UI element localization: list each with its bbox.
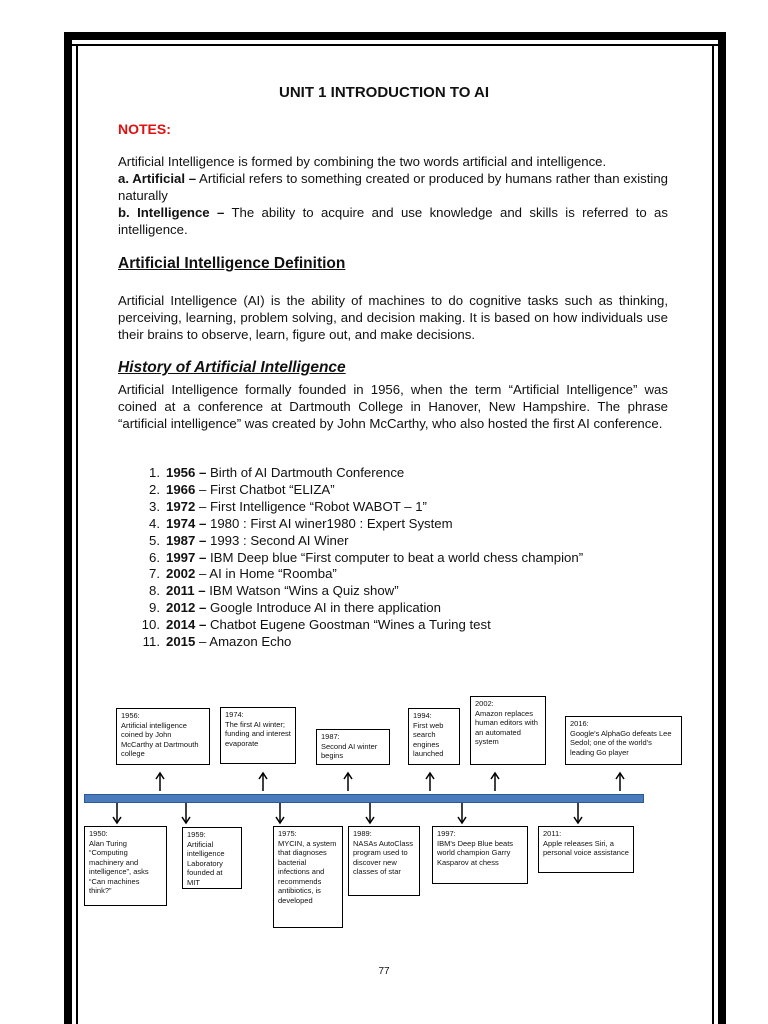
- history-item-year: 2012 –: [166, 600, 207, 616]
- timeline-event-year: 1989:: [353, 829, 372, 838]
- timeline-event-year: 2011:: [543, 829, 562, 838]
- definition-text: Artificial Intelligence (AI) is the ability of machines to do cognitive tasks such as thinking, perceiving, learning, problem solving, and decision making. It is based on how individuals use their brains to observe, learn, figure out, and make decisions.: [118, 293, 668, 342]
- timeline-event-bottom: [84, 826, 167, 906]
- timeline-arrow-head: [113, 817, 121, 823]
- timeline-event-text: Artificial intelligence Laboratory founded at MIT: [187, 839, 225, 887]
- history-item-number: 5.: [149, 532, 160, 548]
- history-item-number: 3.: [149, 498, 160, 514]
- history-item-text: – Amazon Echo: [195, 634, 292, 650]
- history-item: [118, 566, 583, 583]
- history-item-text: – First Chatbot “ELIZA”: [195, 481, 335, 497]
- intelligence-text: The ability to acquire and use knowledge and skills is referred to as intelligence.: [118, 205, 668, 237]
- timeline-event-year: 1994:: [413, 711, 432, 720]
- timeline-event-year: 1974:: [225, 710, 244, 719]
- timeline-event-text: First web search engines launched: [413, 720, 444, 758]
- timeline-event-year: 1950:: [89, 829, 108, 838]
- timeline-event-text: MYCIN, a system that diagnoses bacterial infections and recommends antibiotics, is developed: [278, 838, 337, 905]
- intelligence-term: b. Intelligence –: [118, 205, 225, 220]
- timeline-event-bottom: [348, 826, 420, 896]
- history-item-year: 1987 –: [166, 532, 207, 548]
- history-item: [118, 634, 583, 651]
- timeline-event-text: IBM's Deep Blue beats world champion Garry Kasparov at chess: [437, 838, 514, 867]
- timeline-event-top: [116, 708, 210, 765]
- timeline-event-bottom: [432, 826, 528, 884]
- history-item-text: – First Intelligence “Robot WABOT – 1”: [195, 498, 427, 514]
- timeline-event-text: Alan Turing “Computing machinery and intelligence”, asks “Can machines think?”: [89, 838, 149, 895]
- timeline-axis: [84, 794, 644, 803]
- timeline-event-top: [408, 708, 460, 765]
- timeline-arrow-head: [574, 817, 582, 823]
- timeline-event-text: Second AI winter begins: [321, 741, 378, 760]
- history-item: [118, 465, 583, 482]
- timeline-event-text: Artificial intelligence coined by John McCarthy at Dartmouth college: [121, 720, 199, 758]
- history-item-number: 10.: [141, 617, 160, 633]
- timeline-event-text: The first AI winter; funding and interest evaporate: [225, 719, 291, 748]
- timeline-event-year: 1959:: [187, 830, 206, 839]
- history-item-text: 1980 : First AI winer1980 : Expert System: [206, 515, 453, 531]
- timeline-arrow-head: [366, 817, 374, 823]
- history-item-number: 6.: [149, 549, 160, 565]
- intro-line: Artificial Intelligence is formed by combining the two words artificial and intelligence.: [118, 154, 607, 169]
- timeline-event-top: [565, 716, 682, 765]
- timeline-event-bottom: [182, 827, 242, 889]
- history-item-text: Birth of AI Dartmouth Conference: [206, 465, 405, 480]
- timeline-arrow-head: [491, 773, 499, 779]
- timeline-arrow-head: [344, 773, 352, 779]
- history-heading: History of Artificial Intelligence: [118, 359, 346, 376]
- timeline-event-top: [316, 729, 390, 765]
- history-item-number: 1.: [149, 465, 160, 480]
- timeline-event-bottom: [273, 826, 343, 928]
- page-border-left-thin: [76, 44, 78, 1024]
- history-item-text: Chatbot Eugene Goostman “Wines a Turing test: [206, 617, 491, 633]
- definition-heading: Artificial Intelligence Definition: [118, 255, 346, 272]
- history-item-text: Google Introduce AI in there application: [206, 600, 441, 616]
- history-item-text: – AI in Home “Roomba”: [195, 566, 337, 582]
- history-item-year: 1997 –: [166, 549, 207, 565]
- timeline-event-year: 1987:: [321, 732, 340, 741]
- timeline-event-text: NASAs AutoClass program used to discover new classes of star: [353, 838, 414, 876]
- notes-label: NOTES:: [118, 121, 171, 137]
- timeline-event-text: Apple releases Siri, a personal voice assistance: [543, 838, 629, 857]
- history-item-number: 4.: [149, 515, 160, 531]
- history-item-year: 2015: [166, 634, 196, 650]
- history-item-number: 2.: [149, 481, 160, 497]
- artificial-text: Artificial refers to something created or produced by humans rather than existing naturally: [118, 171, 668, 203]
- page-border-right-thin: [712, 44, 714, 1024]
- timeline-arrow-head: [259, 773, 267, 779]
- history-item: [118, 583, 583, 600]
- history-item: [118, 550, 583, 567]
- timeline-event-year: 1956:: [121, 711, 140, 720]
- page-border-right: [718, 32, 726, 1024]
- history-item-text: IBM Deep blue “First computer to beat a world chess champion”: [206, 549, 584, 565]
- page-border-top-thin: [64, 44, 726, 46]
- timeline-event-year: 2002:: [475, 699, 494, 708]
- timeline-event-bottom: [538, 826, 634, 873]
- timeline-arrow-head: [156, 773, 164, 779]
- timeline-arrow-head: [458, 817, 466, 823]
- page-number: 77: [378, 966, 390, 977]
- timeline-arrow-head: [276, 817, 284, 823]
- intro-paragraph: [118, 153, 668, 238]
- history-item-text: 1993 : Second AI Winer: [206, 532, 349, 548]
- history-item-year: 1956 –: [166, 465, 207, 480]
- history-item-number: 7.: [149, 566, 160, 582]
- history-item-number: 9.: [149, 600, 160, 616]
- history-item-year: 1966: [166, 481, 196, 497]
- timeline-event-year: 1975:: [278, 829, 297, 838]
- page-border-left: [64, 32, 72, 1024]
- timeline-arrow-head: [616, 773, 624, 779]
- history-item: [118, 499, 583, 516]
- page-border-top: [64, 32, 726, 40]
- history-item: [118, 600, 583, 617]
- history-item-year: 2014 –: [166, 617, 207, 633]
- history-item: [118, 533, 583, 550]
- history-item-number: 11.: [142, 634, 160, 650]
- history-item: [118, 516, 583, 533]
- timeline-arrow-head: [426, 773, 434, 779]
- history-item-year: 1972: [166, 498, 196, 514]
- history-list: [118, 465, 583, 651]
- history-item-year: 1974 –: [166, 515, 207, 531]
- history-text: Artificial Intelligence formally founded in 1956, when the term “Artificial Intelligence” was coined at a conference at Dartmouth College in Hanover, New Hampshire. The phrase “artificial intelligence” was created by John McCarthy, who also hosted the first AI conference.: [118, 382, 668, 431]
- intelligence-definition: [118, 204, 668, 238]
- history-item-year: 2002: [166, 566, 196, 582]
- history-item-year: 2011 –: [166, 583, 206, 599]
- history-item: [118, 617, 583, 634]
- history-item: [118, 482, 583, 499]
- artificial-term: a. Artificial –: [118, 171, 197, 186]
- timeline-event-year: 1997:: [437, 829, 456, 838]
- timeline-event-text: Amazon replaces human editors with an automated system: [475, 708, 538, 746]
- page-title: UNIT 1 INTRODUCTION TO AI: [279, 84, 489, 101]
- timeline-event-top: [470, 696, 546, 765]
- timeline-event-top: [220, 707, 296, 764]
- history-item-number: 8.: [149, 583, 160, 599]
- timeline-arrow-head: [182, 817, 190, 823]
- timeline-event-year: 2016:: [570, 719, 589, 728]
- timeline-event-text: Google's AlphaGo defeats Lee Sedol; one of the world's leading Go player: [570, 728, 672, 757]
- history-item-text: IBM Watson “Wins a Quiz show”: [205, 583, 399, 599]
- artificial-definition: [118, 170, 668, 204]
